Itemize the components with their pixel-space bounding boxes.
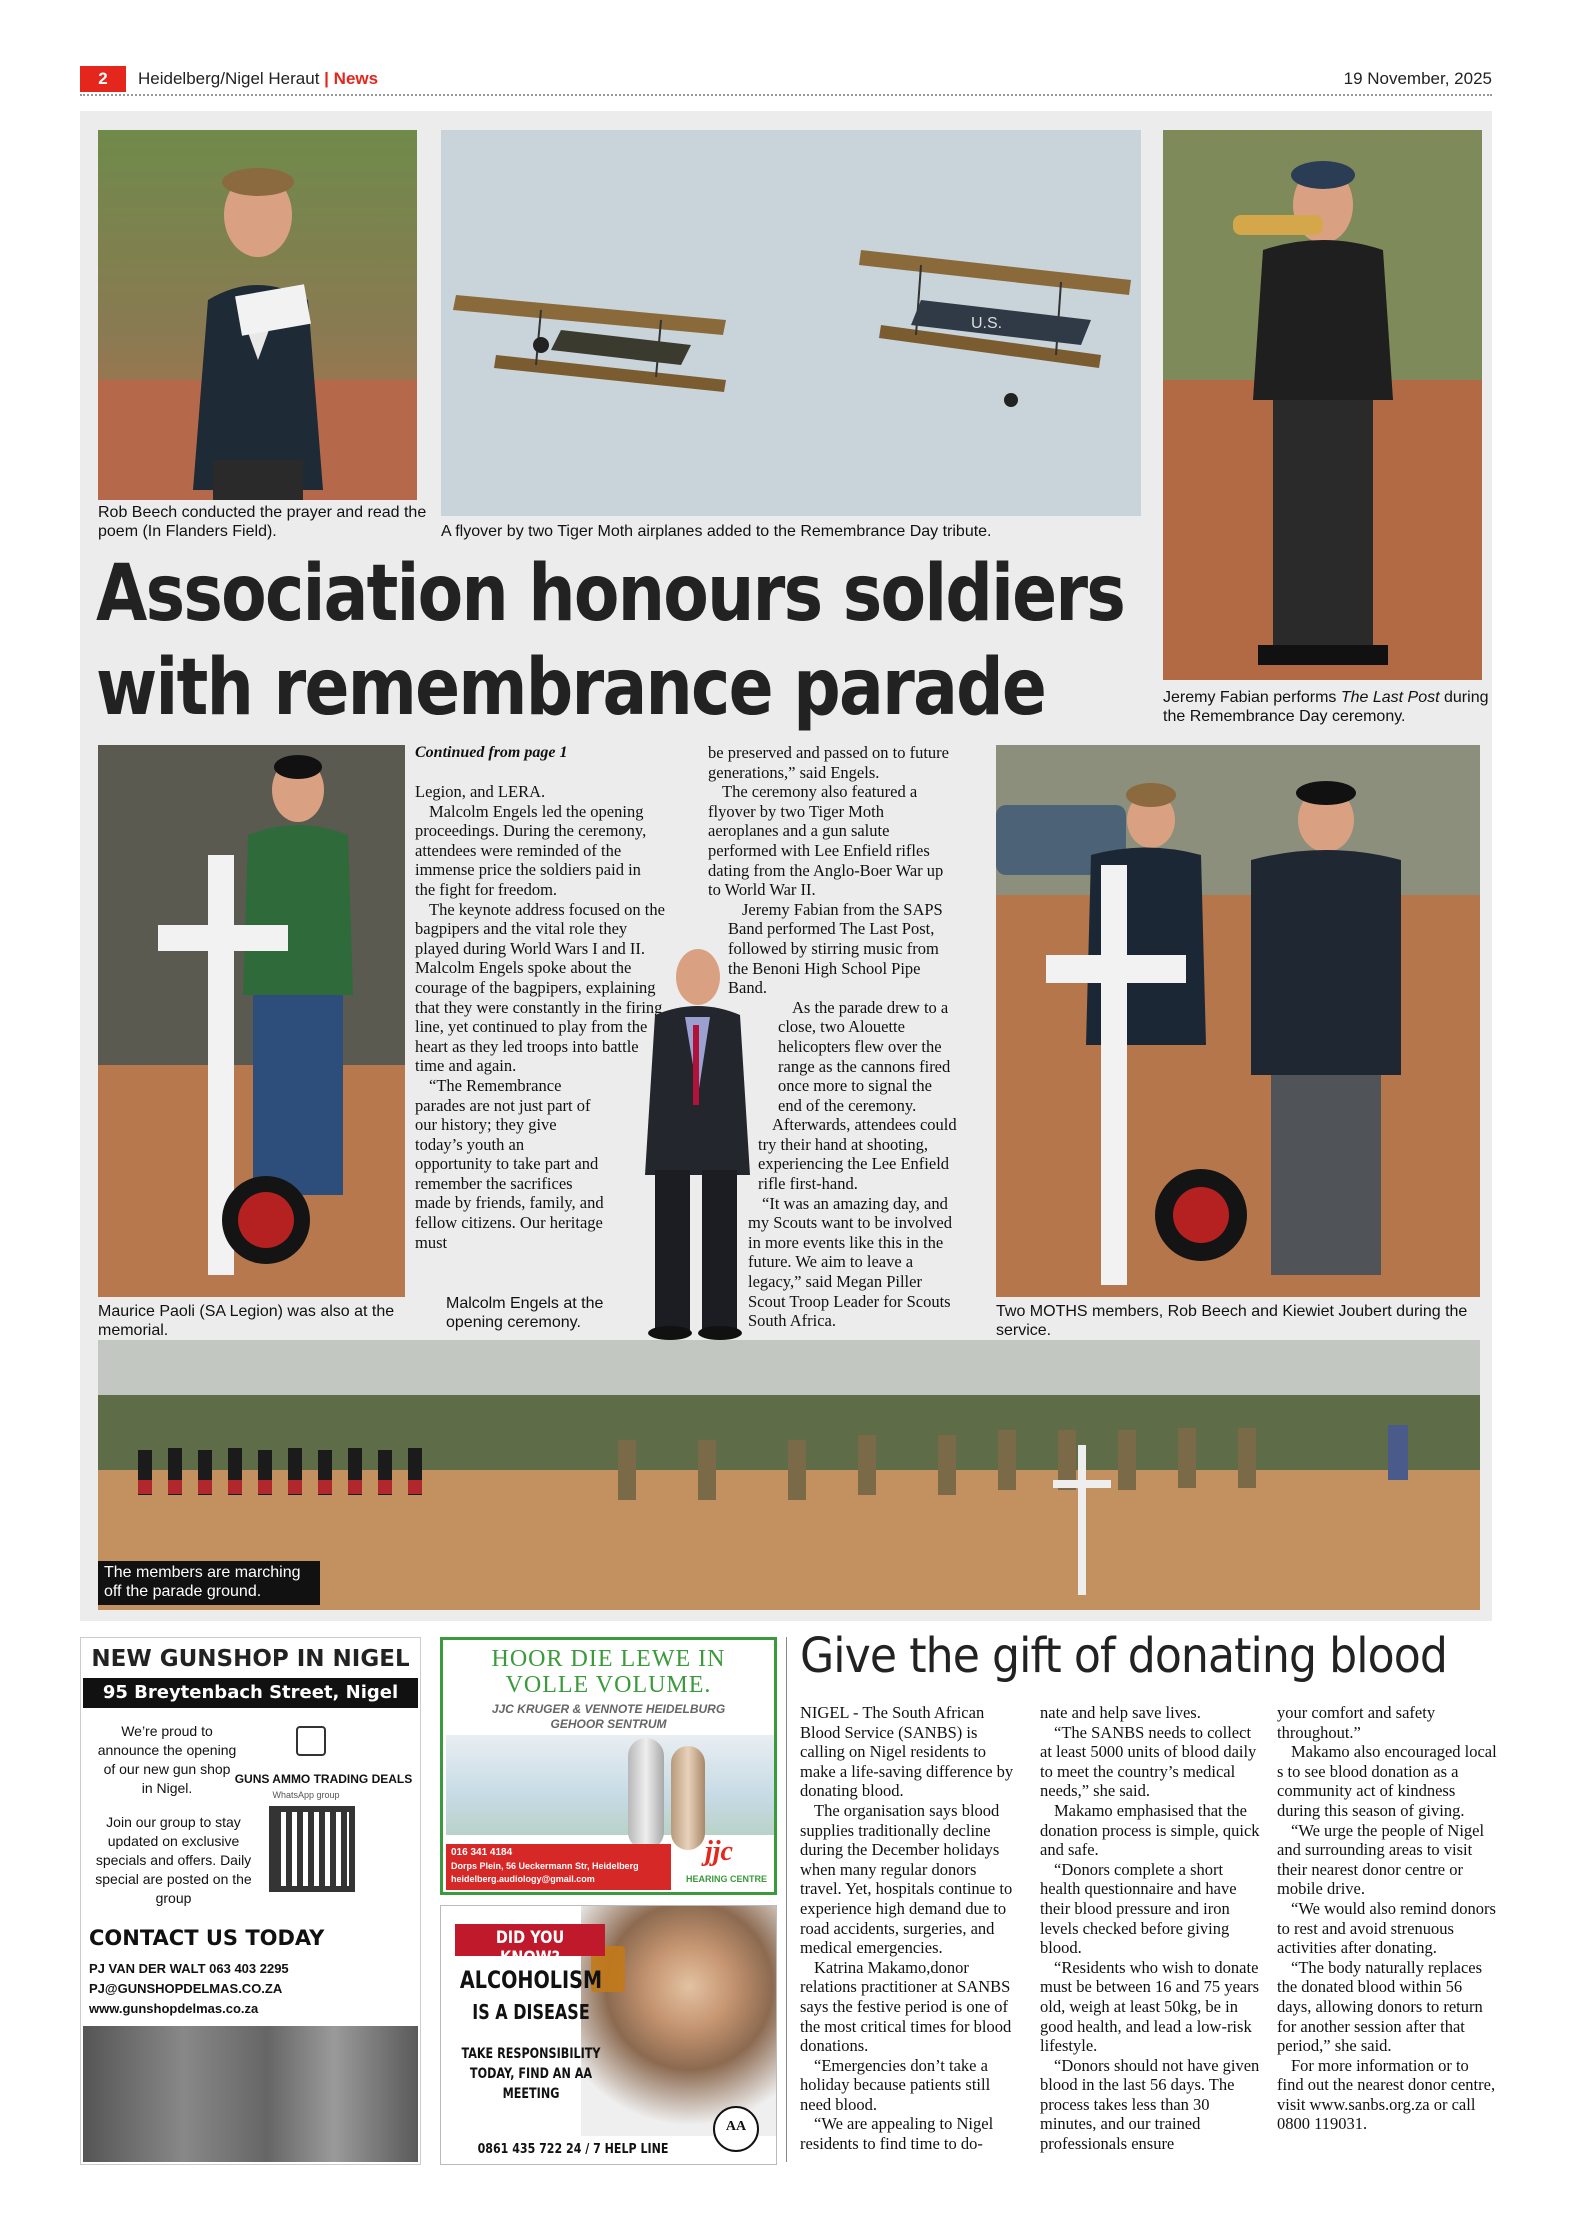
hearing-logo-mark: jjc (705, 1836, 733, 1867)
caption-jeremy-italic: The Last Post (1340, 689, 1440, 706)
caption-parade-march: The members are marching off the parade ground. (104, 1564, 301, 1600)
hearing-email[interactable]: heidelberg.audiology@gmail.com (451, 1874, 595, 1884)
headline-line-2: with remembrance parade (96, 643, 1046, 733)
gunshop-store-photo (83, 2026, 418, 2162)
headline-association (96, 547, 1125, 735)
paragraph: “Donors should not have given blood in the last 56 days. The process takes less than 30 minutes, and our trained professionals ensure (1040, 2055, 1260, 2154)
paragraph: “Donors complete a short health questionnaire and have their blood pressure and iron levels checked before giving blood. (1040, 1859, 1237, 1958)
aa-photo (581, 1906, 777, 2136)
hearing-aid-device (628, 1738, 664, 1850)
paragraph: Afterwards, attendees could try their hand at shooting, experiencing the Lee Enfield rifle first-hand. (758, 1115, 957, 1194)
hearing-sub-2: GEHOOR SENTRUM (550, 1717, 667, 1731)
gunshop-join-text: Join our group to stay updated on exclusive specials and offers. Daily special are posted on the group (95, 1814, 252, 1906)
caption-malcolm-engels: Malcolm Engels at the opening ceremony. (446, 1295, 604, 1331)
caption-jeremy-fabian (1163, 688, 1493, 726)
hearing-sub-1: JJC KRUGER & VENNOTE HEIDELBURG (491, 1702, 726, 1716)
hearing-title-2: VOLLE VOLUME. (505, 1672, 712, 1698)
hearing-phone[interactable]: 016 341 4184 (451, 1847, 513, 1858)
aa-ad (440, 1905, 777, 2165)
gunshop-address: 95 Breytenbach Street, Nigel (102, 1682, 399, 1703)
headline-blood: Give the gift of donating blood (800, 1628, 1447, 1684)
paragraph: “We urge the people of Nigel and surrounding areas to visit their nearest donor centre or mobile drive. (1277, 1820, 1485, 1899)
caption-moths-members: Two MOTHS members, Rob Beech and Kiewiet Joubert during the service. (996, 1303, 1468, 1339)
gunshop-intro: We’re proud to announce the opening of our new gun shop in Nigel. (97, 1723, 237, 1796)
paragraph: be preserved and passed on to future generations,” said Engels. (708, 743, 949, 782)
paragraph: “We are appealing to Nigel residents to find time to do- (800, 2114, 994, 2154)
hearing-aid-device-2 (671, 1746, 705, 1850)
gunshop-title: NEW GUNSHOP IN NIGEL (91, 1646, 410, 1672)
aa-line-1: ALCOHOLISM (459, 1966, 603, 1994)
issue-date: 19 November, 2025 (1343, 69, 1492, 88)
paragraph: Legion, and LERA. (415, 782, 546, 801)
paragraph: Makamo also encouraged local s to see blood donation as a community act of kindness during this season of giving. (1277, 1742, 1497, 1820)
hearing-logo-text: HEARING CENTRE (685, 1874, 767, 1884)
paragraph: “The SANBS needs to collect at least 5000 units of blood daily to meet the country’s medical needs,” she said. (1040, 1722, 1257, 1801)
gunshop-logo: GUNS AMMO TRADING DEALS (234, 1772, 413, 1786)
aa-helpline[interactable]: 0861 435 722 24 / 7 HELP LINE (477, 2142, 669, 2157)
hearing-image (446, 1735, 774, 1835)
paragraph: Makamo emphasised that the donation process is simple, quick and safe. (1040, 1800, 1260, 1860)
aa-line-4: TODAY, FIND AN AA (469, 2066, 593, 2082)
aa-logo: AA (725, 2119, 747, 2134)
paragraph: “The body naturally replaces the donated blood within 56 days, allowing donors to return for another session after that period,” she said. (1277, 1957, 1483, 2056)
hearing-ad (440, 1637, 777, 1895)
headline-line-1: Association honours soldiers (96, 549, 1125, 639)
caption-rob-beech: Rob Beech conducted the prayer and read the poem (In Flanders Field). (98, 504, 427, 540)
contact-website[interactable]: www.gunshopdelmas.co.za (89, 2001, 259, 2016)
paragraph: Malcolm Engels led the opening proceedings. During the ceremony, attendees were reminded of the immense price the soldiers paid in the fight for freedom. (415, 801, 647, 899)
qr-code[interactable] (269, 1806, 355, 1892)
photo-flyover (441, 130, 1141, 516)
paragraph: Katrina Makamo,donor relations practitioner at SANBS says the festive period is one of the most critical times for blood donations. (800, 1957, 1012, 2056)
photo-rob-beech (98, 130, 417, 500)
contact-email[interactable]: PJ@GUNSHOPDELMAS.CO.ZA (89, 1981, 283, 1996)
caption-flyover: A flyover by two Tiger Moth airplanes added to the Remembrance Day tribute. (441, 523, 992, 540)
paragraph: The ceremony also featured a flyover by two Tiger Moth aeroplanes and a gun salute performed with Lee Enfield rifles dating from the Anglo-Boer War up to World War II. (708, 782, 944, 900)
aa-did-you-know: DID YOU KNOW? (495, 1928, 565, 1968)
paragraph: your comfort and safety throughout.” (1277, 1703, 1436, 1742)
paragraph: “The Remembrance parades are not just part of our history; they give today’s youth an opportunity to take part and remember the sacrifices made by friends, family, and fellow citizens. Our heritage must (415, 1075, 604, 1252)
caption-jeremy-text: Jeremy Fabian performs (1163, 689, 1341, 706)
header-separator: | (324, 69, 329, 88)
aa-line-5: MEETING (502, 2086, 560, 2102)
aa-line-3: TAKE RESPONSIBILITY (461, 2046, 601, 2062)
paragraph: “It was an amazing day, and my Scouts want to be involved in more events like this in the future. We aim to leave a legacy,” said Megan Piller Scout Troop Leader for Scouts South Africa. (748, 1193, 952, 1331)
article2-column-2 (1040, 1703, 1262, 2154)
article2-column-1 (800, 1703, 1022, 2154)
paragraph: As the parade drew to a close, two Alouette helicopters flew over the range as the cannons fired once more to signal the end of the ceremony. (778, 997, 951, 1115)
page-number: 2 (98, 69, 108, 88)
plane-insignia: U.S. (971, 315, 1003, 332)
paragraph: “Residents who wish to donate must be between 16 and 75 years old, weigh at least 50kg, be in good health, and lead a low-risk lifestyle. (1040, 1957, 1260, 2056)
header-rule (80, 94, 1492, 96)
paragraph: For more information or to find out the nearest donor centre, visit www.sanbs.org.za or call 0800 119031. (1277, 2055, 1496, 2134)
section-name: News (333, 69, 379, 88)
article1-column-2 (708, 743, 958, 1331)
hearing-address: Dorps Plein, 56 Ueckermann Str, Heidelberg (451, 1861, 639, 1871)
paragraph: “We would also remind donors to rest and avoid strenuous activities after donating. (1277, 1898, 1496, 1958)
article2-divider (786, 1637, 787, 2162)
photo-maurice-paoli (98, 745, 405, 1297)
continued-note: Continued from page 1 (415, 744, 568, 761)
gunshop-logo-icon (296, 1726, 326, 1756)
publication-name: Heidelberg/Nigel Heraut (138, 69, 320, 88)
gunshop-ad (80, 1637, 421, 2165)
paragraph: nate and help save lives. (1040, 1703, 1201, 1722)
paragraph: The keynote address focused on the bagpipers and the vital role they played during World Wars I and II. Malcolm Engels spoke about the courage of the bagpipers, explaining that they were constantly in the firing line, yet continued to play from the heart as they led troops into battle time and again. (415, 899, 665, 1076)
paragraph: “Emergencies don’t take a holiday because patients still need blood. (800, 2055, 991, 2114)
aa-line-2: IS A DISEASE (472, 2000, 590, 2024)
photo-jeremy-fabian (1163, 130, 1482, 680)
paragraph: NIGEL - The South African Blood Service (SANBS) is calling on Nigel residents to make a life-saving difference by donating blood. (800, 1703, 1014, 1801)
paragraph: Jeremy Fabian from the SAPS Band performed The Last Post, followed by stirring music from the Benoni High School Pipe Band. (728, 899, 943, 998)
paragraph: The organisation says blood supplies traditionally decline during the December holidays when many regular donors travel. Yet, hospitals continue to experience high demand due to road accidents, surgeries, and medical emergencies. (800, 1800, 1013, 1958)
caption-jeremy-text-2: during the Remembrance Day ceremony. (1163, 689, 1489, 725)
photo-moths-members (996, 745, 1480, 1297)
masthead (138, 69, 378, 89)
contact-phone[interactable]: PJ VAN DER WALT 063 403 2295 (89, 1961, 289, 1976)
whatsapp-label: WhatsApp group (272, 1790, 340, 1800)
hearing-title-1: HOOR DIE LEWE IN (491, 1646, 726, 1672)
caption-maurice-paoli: Maurice Paoli (SA Legion) was also at the memorial. (98, 1303, 395, 1339)
contact-title: CONTACT US TODAY (89, 1926, 325, 1950)
article2-column-3 (1277, 1703, 1499, 2134)
